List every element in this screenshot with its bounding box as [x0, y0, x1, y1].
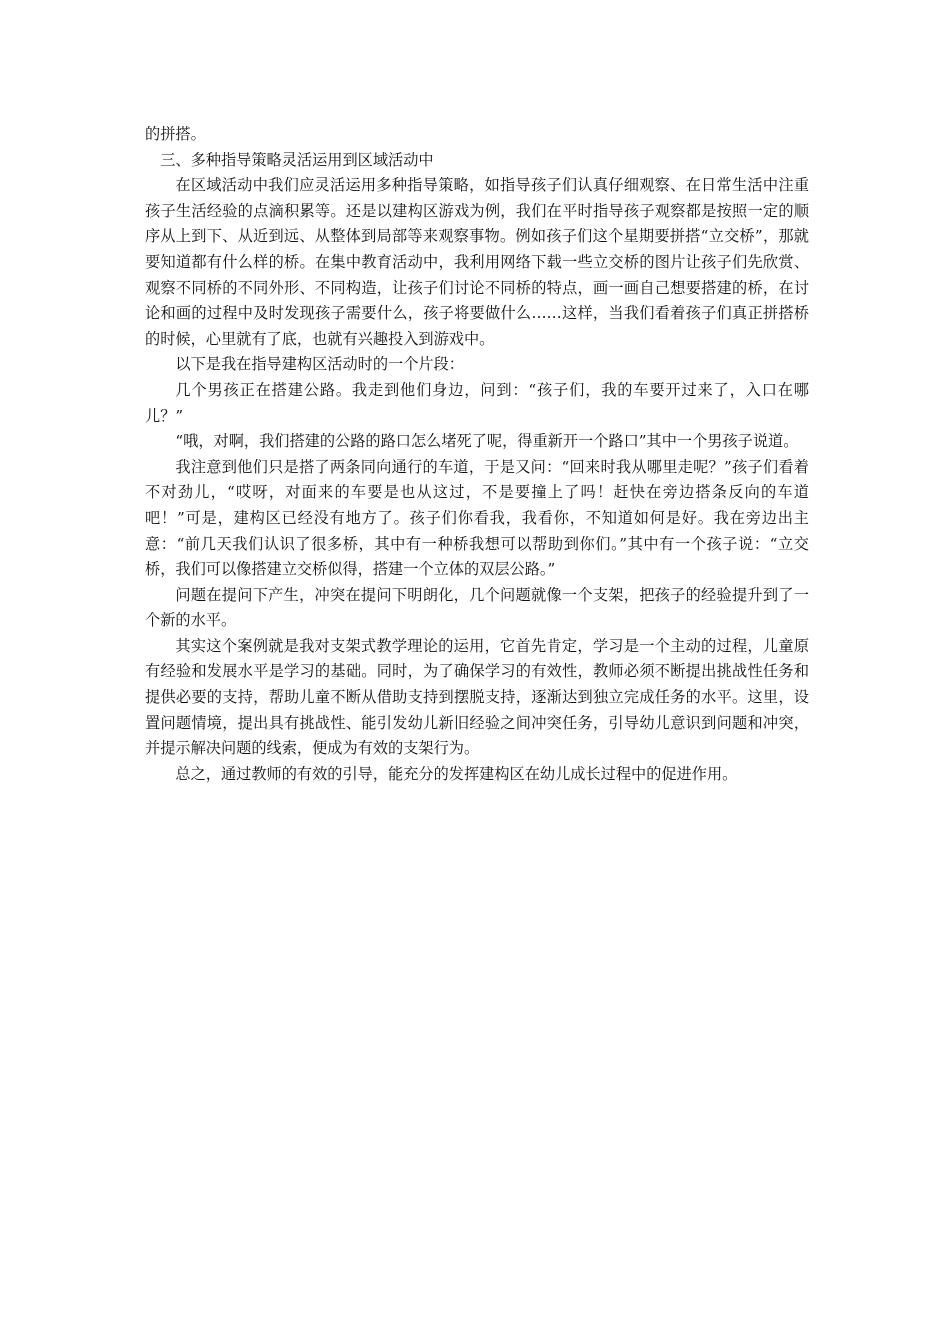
- paragraph: 几个男孩正在搭建公路。我走到他们身边，问到：“孩子们，我的车要开过来了，入口在哪儿？”: [145, 380, 809, 425]
- paragraph: 以下是我在指导建构区活动时的一个片段：: [175, 355, 464, 374]
- paragraph: “哦，对啊，我们搭建的公路的路口怎么堵死了呢，得重新开一个路口”其中一个男孩子说道。: [175, 432, 799, 451]
- section-heading: 三、多种指导策略灵活运用到区域活动中: [160, 150, 434, 169]
- paragraph: 问题在提问下产生，冲突在提问下明朗化，几个问题就像一个支架，把孩子的经验提升到了一个新的水平。: [145, 585, 809, 630]
- paragraph-conclusion: 总之，通过教师的有效的引导，能充分的发挥建构区在幼儿成长过程中的促进作用。: [175, 764, 738, 783]
- paragraph-continuation: 的拼搭。: [145, 125, 206, 143]
- paragraph: 其实这个案例就是我对支架式教学理论的运用，它首先肯定，学习是一个主动的过程，儿童原有经验和发展水平是学习的基础。同时，为了确保学习的有效性，教师必须不断提出挑战性任务和提供必要的支持，帮助儿童不断从借助支持到摆脱支持，逐渐达到独立完成任务的水平。这里，设置问题情境，提出具有挑战性、能引发幼儿新旧经验之间冲突任务，引导幼儿意识到问题和冲突，并提示解决问题的线索，便成为有效的支架行为。: [145, 636, 809, 758]
- document-page: [145, 122, 809, 787]
- paragraph: 我注意到他们只是搭了两条同向通行的车道，于是又问：“回来时我从哪里走呢？”孩子们看着不对劲儿，“哎呀，对面来的车要是也从这过，不是要撞上了吗！赶快在旁边搭条反向的车道吧！”可是，建构区已经没有地方了。孩子们你看我，我看你，不知道如何是好。我在旁边出主意：“前几天我们认识了很多桥，其中有一种桥我想可以帮助到你们。”其中有一个孩子说：“立交桥，我们可以像搭建立交桥似得，搭建一个立体的双层公路。”: [145, 457, 809, 579]
- paragraph: 在区域活动中我们应灵活运用多种指导策略，如指导孩子们认真仔细观察、在日常生活中注重孩子生活经验的点滴积累等。还是以建构区游戏为例，我们在平时指导孩子观察都是按照一定的顺序从上到下、从近到远、从整体到局部等来观察事物。例如孩子们这个星期要拼搭“立交桥”，那就要知道都有什么样的桥。在集中教育活动中，我利用网络下载一些立交桥的图片让孩子们先欣赏、观察不同桥的不同外形、不同构造，让孩子们讨论不同桥的特点，画一画自己想要搭建的桥，在讨论和画的过程中及时发现孩子需要什么，孩子将要做什么……这样，当我们看着孩子们真正拼搭桥的时候，心里就有了底，也就有兴趣投入到游戏中。: [145, 176, 809, 348]
